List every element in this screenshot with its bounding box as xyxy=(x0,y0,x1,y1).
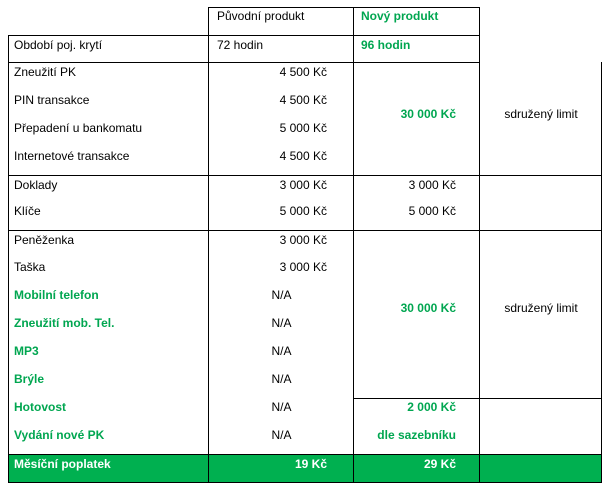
row-original: 4 500 Kč xyxy=(279,65,327,79)
row-original: N/A xyxy=(271,372,292,386)
grid-line xyxy=(8,482,602,483)
grid-line xyxy=(8,62,480,63)
fee-original: 19 Kč xyxy=(294,457,327,471)
row-original: N/A xyxy=(271,316,292,330)
row-label: Brýle xyxy=(14,372,45,386)
row-original: 3 000 Kč xyxy=(279,233,327,247)
vydani-new: dle sazebníku xyxy=(377,428,456,442)
row-original: 5 000 Kč xyxy=(279,121,327,135)
grid-line xyxy=(8,35,9,483)
group1-note: sdružený limit xyxy=(504,107,578,121)
grid-line xyxy=(208,7,480,8)
grid-line xyxy=(8,175,602,176)
row-label: Klíče xyxy=(14,204,41,218)
vydani-original: N/A xyxy=(271,428,292,442)
grid-line xyxy=(353,398,602,399)
group1-new-value: 30 000 Kč xyxy=(400,107,456,121)
period-original: 72 hodin xyxy=(217,38,264,52)
group3-new-value: 30 000 Kč xyxy=(400,301,456,315)
row-label: Internetové transakce xyxy=(14,149,130,163)
hotovost-label: Hotovost xyxy=(14,400,66,414)
grid-line xyxy=(479,7,480,483)
row-original: N/A xyxy=(271,288,292,302)
row-label: Zneužití PK xyxy=(14,65,77,79)
header-new: Nový produkt xyxy=(361,9,439,23)
row-label: Taška xyxy=(14,260,46,274)
row-original: 4 500 Kč xyxy=(279,149,327,163)
row-label: Mobilní telefon xyxy=(14,288,99,302)
fee-label: Měsíční poplatek xyxy=(14,457,111,471)
row-label: Zneužití mob. Tel. xyxy=(14,316,115,330)
period-label: Období poj. krytí xyxy=(14,38,103,52)
group3-note: sdružený limit xyxy=(504,301,578,315)
header-original: Původní produkt xyxy=(217,9,305,23)
row-label: Doklady xyxy=(14,178,58,192)
grid-line xyxy=(601,62,602,483)
grid-line xyxy=(8,454,602,455)
row-new: 3 000 Kč xyxy=(408,178,456,192)
hotovost-original: N/A xyxy=(271,400,292,414)
grid-line xyxy=(353,7,354,483)
vydani-label: Vydání nové PK xyxy=(14,428,105,442)
hotovost-new: 2 000 Kč xyxy=(407,400,456,414)
row-label: Přepadení u bankomatu xyxy=(14,121,143,135)
row-label: MP3 xyxy=(14,344,39,358)
row-original: 3 000 Kč xyxy=(279,260,327,274)
row-original: N/A xyxy=(271,344,292,358)
grid-line xyxy=(8,230,602,231)
row-original: 5 000 Kč xyxy=(279,204,327,218)
grid-line xyxy=(208,7,209,483)
row-new: 5 000 Kč xyxy=(408,204,456,218)
fee-new: 29 Kč xyxy=(423,457,456,471)
period-new: 96 hodin xyxy=(361,38,411,52)
row-original: 4 500 Kč xyxy=(279,93,327,107)
row-label: PIN transakce xyxy=(14,93,90,107)
row-label: Peněženka xyxy=(14,233,75,247)
row-original: 3 000 Kč xyxy=(279,178,327,192)
grid-line xyxy=(8,35,480,36)
